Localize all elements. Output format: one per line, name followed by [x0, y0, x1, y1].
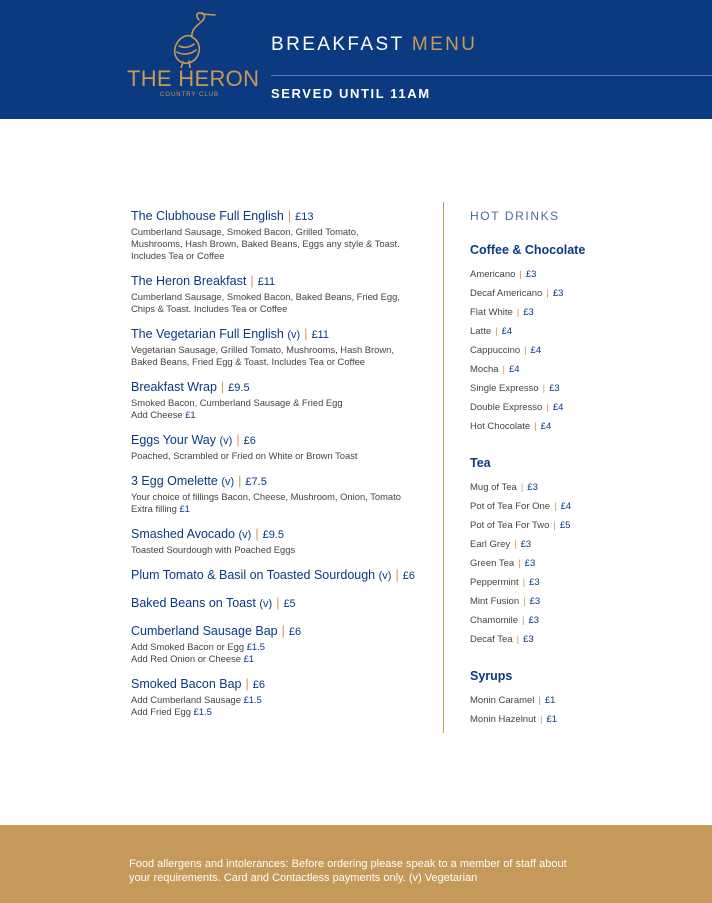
menu-item-description: [131, 226, 436, 262]
drink-item: [470, 554, 680, 573]
menu-item-name: The Heron Breakfast: [131, 274, 247, 288]
menu-item-price: £11: [257, 276, 276, 288]
extra-price: £1.5: [246, 641, 265, 652]
menu-item-description: [131, 544, 436, 556]
extra-price: £1: [243, 653, 255, 664]
menu-item-price: £6: [252, 679, 265, 691]
price-separator: |: [554, 501, 557, 512]
allergen-line-2: your requirements. Card and Contactless payments only. (v) Vegetarian: [129, 871, 478, 884]
vegetarian-marker: (v): [221, 476, 235, 488]
allergen-notice: [129, 858, 609, 885]
drink-price: £4: [530, 345, 542, 356]
menu-item-name: The Vegetarian Full English: [131, 327, 284, 341]
menu-item-heading: [131, 567, 436, 584]
allergen-line-1: Food allergens and intolerances: Before ordering please speak to a member of staff about: [129, 858, 567, 870]
drink-name: Green Tea: [470, 558, 515, 569]
drink-name: Peppermint: [470, 577, 519, 588]
drink-item: [470, 322, 680, 341]
drink-section-title: Coffee & Chocolate: [470, 243, 586, 257]
header-banner: [0, 0, 712, 119]
menu-item: [131, 623, 436, 665]
extra-option: [131, 641, 436, 653]
menu-item-description: [131, 397, 436, 421]
menu-item-price: £6: [402, 570, 415, 582]
menu-item-price: £13: [295, 211, 314, 223]
logo: [127, 10, 260, 105]
drink-item: [470, 265, 680, 284]
menu-item: [131, 326, 436, 368]
menu-item-heading: [131, 208, 436, 225]
drink-name: Single Expresso: [470, 383, 539, 394]
menu-item-description: [131, 291, 436, 315]
hot-drinks-title: HOT DRINKS: [470, 209, 560, 223]
drink-section-title: Syrups: [470, 669, 513, 683]
description-line: Your choice of fillings Bacon, Cheese, Mushroom, Onion, Tomato: [131, 491, 401, 502]
drink-section-title: Tea: [470, 456, 491, 470]
header-rule: [271, 75, 712, 76]
title-main: BREAKFAST: [271, 34, 405, 55]
drink-item: [470, 516, 680, 535]
extra-option: [131, 653, 436, 665]
price-separator: |: [522, 577, 526, 588]
drink-name: Latte: [470, 326, 492, 337]
drink-item: [470, 691, 680, 710]
price-separator: |: [220, 380, 225, 394]
drink-item: [470, 360, 680, 379]
drink-item: [470, 398, 680, 417]
extra-option: [131, 706, 436, 718]
description-line: Chips & Toast. Includes Tea or Coffee: [131, 303, 288, 314]
menu-item-heading: [131, 473, 436, 490]
drink-item: [470, 535, 680, 554]
drink-name: Mint Fusion: [470, 596, 520, 607]
description-line: Cumberland Sausage, Smoked Bacon, Baked Beans, Fried Egg,: [131, 291, 400, 302]
extra-option: [131, 409, 436, 421]
logo-name: THE HERON: [127, 66, 260, 91]
drink-price: £3: [524, 558, 536, 569]
vegetarian-marker: (v): [287, 329, 301, 341]
drink-name: Pot of Tea For One: [470, 501, 551, 512]
drink-name: Mug of Tea: [470, 482, 517, 493]
column-divider: [443, 202, 444, 733]
drink-price: £3: [523, 307, 534, 318]
price-separator: |: [519, 269, 522, 280]
menu-item-heading: [131, 326, 436, 343]
footer-banner: [0, 825, 712, 903]
price-separator: |: [255, 527, 259, 541]
logo-subtitle: COUNTRY CLUB: [159, 92, 220, 98]
description-line: Toasted Sourdough with Poached Eggs: [131, 544, 296, 555]
drink-section: [470, 456, 680, 649]
menu-item-name: Smashed Avocado: [131, 527, 236, 541]
menu-item: [131, 526, 436, 556]
drink-price: £1: [544, 695, 556, 706]
description-line: Baked Beans, Fried Egg & Toast. Includes Tea or Coffee: [131, 356, 365, 367]
extra-option: [131, 694, 436, 706]
menu-item-name: Plum Tomato & Basil on Toasted Sourdough: [131, 568, 376, 582]
price-separator: |: [518, 558, 521, 569]
price-separator: |: [395, 568, 399, 582]
drink-name: Decaf Tea: [470, 634, 513, 645]
vegetarian-marker: (v): [238, 529, 252, 541]
extra-price: £1.5: [193, 706, 212, 717]
drink-price: £3: [523, 634, 534, 645]
drink-price: £4: [501, 326, 513, 337]
drink-item: [470, 573, 680, 592]
drink-sections: [470, 243, 680, 729]
menu-item-heading: [131, 432, 436, 449]
drink-price: £4: [560, 501, 572, 512]
menu-item: [131, 208, 436, 262]
menu-item-price: £6: [288, 626, 302, 638]
extra-label: Add Cumberland Sausage: [131, 694, 241, 705]
drink-name: Pot of Tea For Two: [470, 520, 550, 531]
drink-item: [470, 478, 680, 497]
menu-item: [131, 567, 436, 584]
menu-item-heading: [131, 676, 436, 693]
menu-item: [131, 473, 436, 515]
drink-price: £5: [559, 520, 571, 531]
drink-item: [470, 379, 680, 398]
menu-item-price: £5: [283, 598, 296, 610]
served-until: SERVED UNTIL 11AM: [271, 86, 431, 101]
drink-section: [470, 669, 680, 729]
drink-item: [470, 592, 680, 611]
drink-item: [470, 710, 680, 729]
price-separator: |: [238, 474, 242, 488]
extra-label: Add Red Onion or Cheese: [131, 653, 241, 664]
drink-price: £3: [527, 482, 538, 493]
drink-section: [470, 243, 680, 436]
menu-item-name: Cumberland Sausage Bap: [131, 624, 278, 638]
price-separator: |: [304, 327, 308, 341]
drink-name: Monin Caramel: [470, 695, 535, 706]
drink-item: [470, 630, 680, 649]
menu-item-price: £6: [243, 435, 256, 447]
price-separator: |: [281, 624, 285, 638]
price-separator: |: [516, 634, 520, 645]
drink-price: £3: [525, 269, 537, 280]
menu-item: [131, 432, 436, 462]
menu-item-heading: [131, 379, 436, 396]
drink-name: Double Expresso: [470, 402, 543, 413]
drink-name: Cappuccino: [470, 345, 521, 356]
drink-name: Mocha: [470, 364, 499, 375]
menu-item-heading: [131, 273, 436, 290]
menu-item-price: £7.5: [245, 476, 267, 488]
description-line: Includes Tea or Coffee: [131, 250, 225, 261]
drink-item: [470, 611, 680, 630]
drink-name: Earl Grey: [470, 539, 511, 550]
extra-price: £1: [179, 503, 190, 514]
price-separator: |: [522, 615, 525, 626]
drink-name: Flat White: [470, 307, 513, 318]
drink-price: £3: [529, 577, 540, 588]
menu-item-price: £11: [311, 329, 329, 341]
price-separator: |: [546, 288, 549, 299]
menu-item-name: The Clubhouse Full English: [131, 209, 284, 223]
description-line: Poached, Scrambled or Fried on White or Brown Toast: [131, 450, 358, 461]
price-separator: |: [538, 695, 541, 706]
extra-label: Add Fried Egg: [131, 706, 191, 717]
drink-name: Decaf Americano: [470, 288, 543, 299]
vegetarian-marker: (v): [219, 435, 233, 447]
price-separator: |: [250, 274, 254, 288]
menu-item-description: [131, 344, 436, 368]
price-separator: |: [542, 383, 546, 394]
menu-item-description: [131, 491, 436, 515]
drink-name: Americano: [470, 269, 516, 280]
heron-icon: [159, 10, 221, 68]
description-line: Smoked Bacon, Cumberland Sausage & Fried Egg: [131, 397, 343, 408]
price-separator: |: [540, 714, 543, 725]
title-accent: MENU: [411, 34, 478, 55]
menu-item-name: 3 Egg Omelette: [131, 474, 218, 488]
price-separator: |: [236, 433, 240, 447]
drink-price: £3: [520, 539, 532, 550]
hot-drinks-panel: [470, 209, 680, 729]
menu-item: [131, 273, 436, 315]
price-separator: |: [534, 421, 537, 432]
menu-item-name: Smoked Bacon Bap: [131, 677, 242, 691]
menu-item-heading: [131, 623, 436, 640]
extra-label: Extra filling: [131, 503, 177, 514]
price-separator: |: [520, 482, 524, 493]
price-separator: |: [546, 402, 549, 413]
drink-item: [470, 417, 680, 436]
menu-item-heading: [131, 595, 436, 612]
drink-price: £3: [549, 383, 560, 394]
menu-item-description: [131, 641, 436, 665]
price-separator: |: [276, 596, 280, 610]
price-separator: |: [516, 307, 520, 318]
price-separator: |: [553, 520, 556, 531]
vegetarian-marker: (v): [378, 570, 392, 582]
extra-price: £1: [185, 409, 196, 420]
menu-item-price: £9.5: [262, 529, 284, 541]
price-separator: |: [287, 209, 292, 223]
drink-item: [470, 341, 680, 360]
drink-item: [470, 303, 680, 322]
price-separator: |: [502, 364, 505, 375]
menu-item-name: Breakfast Wrap: [131, 380, 217, 394]
drink-price: £4: [508, 364, 520, 375]
description-line: Cumberland Sausage, Smoked Bacon, Grilled Tomato,: [131, 226, 359, 237]
price-separator: |: [495, 326, 498, 337]
extra-option: [131, 503, 436, 515]
drink-price: £1: [546, 714, 558, 725]
menu-item: [131, 595, 436, 612]
price-separator: |: [523, 596, 526, 607]
extra-label: Add Cheese: [131, 409, 183, 420]
menu-item: [131, 379, 436, 421]
menu-item: [131, 676, 436, 718]
drink-name: Monin Hazelnut: [470, 714, 537, 725]
drink-name: Chamomile: [470, 615, 519, 626]
price-separator: |: [245, 677, 249, 691]
drink-price: £4: [540, 421, 552, 432]
breakfast-list: [131, 208, 436, 729]
menu-item-name: Eggs Your Way: [131, 433, 217, 447]
extra-price: £1.5: [243, 694, 262, 705]
drink-price: £3: [528, 615, 540, 626]
price-separator: |: [514, 539, 517, 550]
menu-item-description: [131, 450, 436, 462]
drink-price: £3: [529, 596, 541, 607]
vegetarian-marker: (v): [259, 598, 273, 610]
menu-item-price: £9.5: [228, 382, 250, 394]
page-title: [271, 34, 477, 56]
drink-name: Hot Chocolate: [470, 421, 531, 432]
description-line: Vegetarian Sausage, Grilled Tomato, Mushrooms, Hash Brown,: [131, 344, 394, 355]
drink-item: [470, 497, 680, 516]
price-separator: |: [524, 345, 527, 356]
extra-label: Add Smoked Bacon or Egg: [131, 641, 245, 652]
menu-item-heading: [131, 526, 436, 543]
description-line: Mushrooms, Hash Brown, Baked Beans, Eggs any style & Toast.: [131, 238, 400, 249]
menu-item-name: Baked Beans on Toast: [131, 596, 256, 610]
drink-item: [470, 284, 680, 303]
menu-item-description: [131, 694, 436, 718]
drink-price: £4: [552, 402, 564, 413]
drink-price: £3: [552, 288, 564, 299]
